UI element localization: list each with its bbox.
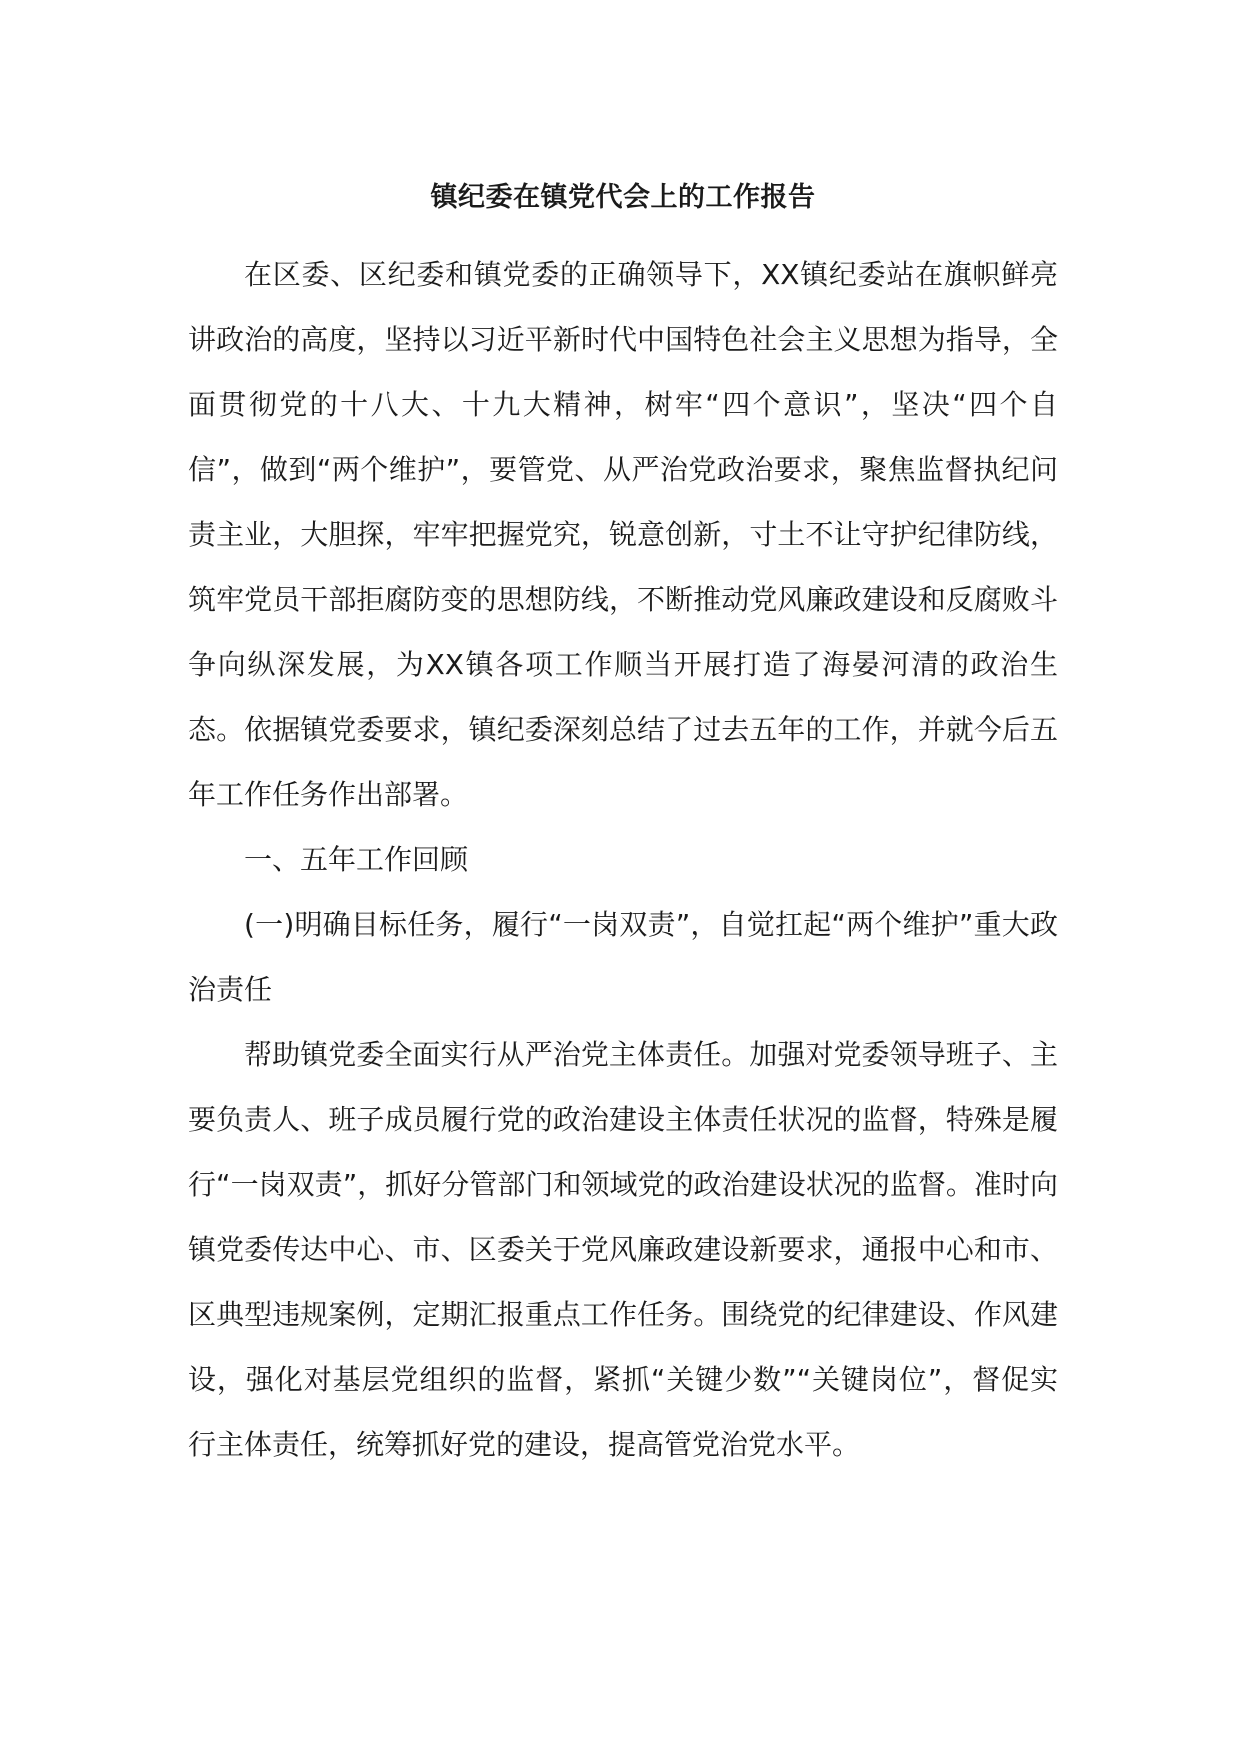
intro-paragraph: 在区委、区纪委和镇党委的正确领导下，XX镇纪委站在旗帜鲜亮讲政治的高度，坚持以习近平新时代中国特色社会主义思想为指导，全面贯彻党的十八大、十九大精神，树牢“四个意识”，坚决“四个自信”，做到“两个维护”，要管党、从严治党政治要求，聚焦监督执纪问责主业，大胆探，牢牢把握党究，锐意创新，寸土不让守护纪律防线，筑牢党员干部拒腐防变的思想防线，不断推动党风廉政建设和反腐败斗争向纵深发展，为XX镇各项工作顺当开展打造了海晏河清的政治生态。依据镇党委要求，镇纪委深刻总结了过去五年的工作，并就今后五年工作任务作出部署。 bbox=[188, 258, 1058, 811]
document-page bbox=[188, 176, 1058, 1477]
section-heading: 一、五年工作回顾 bbox=[244, 843, 469, 876]
body-paragraph: 帮助镇党委全面实行从严治党主体责任。加强对党委领导班子、主要负责人、班子成员履行党的政治建设主体责任状况的监督，特殊是履行“一岗双责”，抓好分管部门和领域党的政治建设状况的监督。准时向镇党委传达中心、市、区委关于党风廉政建设新要求，通报中心和市、区典型违规案例，定期汇报重点工作任务。围绕党的纪律建设、作风建设，强化对基层党组织的监督，紧抓“关键少数”“关键岗位”，督促实行主体责任，统筹抓好党的建设，提高管党治党水平。 bbox=[188, 1038, 1058, 1461]
document-title: 镇纪委在镇党代会上的工作报告 bbox=[430, 182, 816, 213]
subsection-heading: (一)明确目标任务，履行“一岗双责”，自觉扛起“两个维护”重大政治责任 bbox=[188, 908, 1058, 1006]
